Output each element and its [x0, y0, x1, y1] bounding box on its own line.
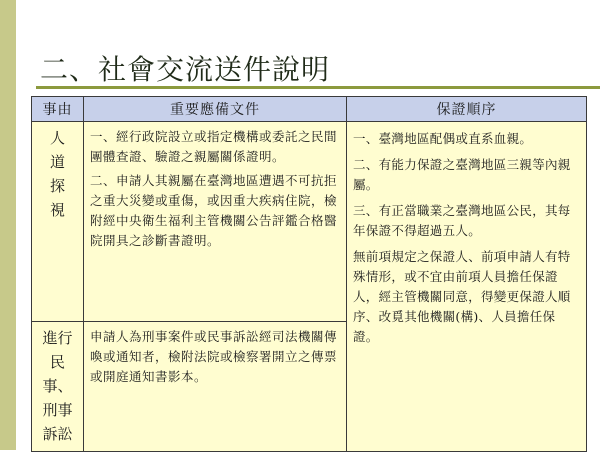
document-item: 申請人為刑事案件或民事訴訟經司法機關傳喚或通知者，檢附法院或檢察署開立之傳票或開庭通知書影本。: [90, 329, 338, 384]
document-requirements-table: [31, 96, 587, 452]
guarantee-item: 二、有能力保證之臺灣地區三親等內親屬。: [353, 157, 571, 192]
guarantee-item: 一、臺灣地區配偶或直系血親。: [353, 131, 533, 146]
header-documents: 重要應備文件: [84, 97, 347, 122]
table-row: [32, 122, 587, 322]
guarantee-item: 三、有正當職業之臺灣地區公民，其每年保證不得超過五人。: [353, 203, 571, 238]
slide-title: 二、社會交流送件說明: [40, 53, 331, 86]
reason-cell: [32, 322, 84, 452]
reason-cell: [32, 122, 84, 322]
title-underline: [36, 86, 600, 89]
header-guarantee-order: 保證順序: [347, 97, 587, 122]
guarantee-order-cell: [347, 122, 587, 452]
reason-humanitarian-visit: 人道探視: [49, 129, 65, 219]
guarantee-item: 無前項規定之保證人、前項申請人有特殊情形，或不宜由前項人員擔任保證人，經主管機關同意，得變更保證人順序、改覓其他機關(構)、人員擔任保證。: [353, 249, 571, 344]
documents-cell: [84, 322, 347, 452]
header-reason: 事由: [32, 97, 84, 122]
table-header-row: [32, 97, 587, 122]
reason-civil-criminal-litigation: 進行民事、刑事訴訟: [42, 329, 73, 443]
documents-cell: [84, 122, 347, 322]
document-item: 二、申請人其親屬在臺灣地區遭遇不可抗拒之重大災變或重傷，或因重大疾病住院，檢附經中央衛生福利主管機關公告評鑑合格醫院開具之診斷書證明。: [90, 173, 338, 248]
document-item: 一、經行政院設立或指定機構或委託之民間團體查證、驗證之親屬關係證明。: [90, 129, 338, 164]
left-accent-bar: [0, 0, 16, 450]
